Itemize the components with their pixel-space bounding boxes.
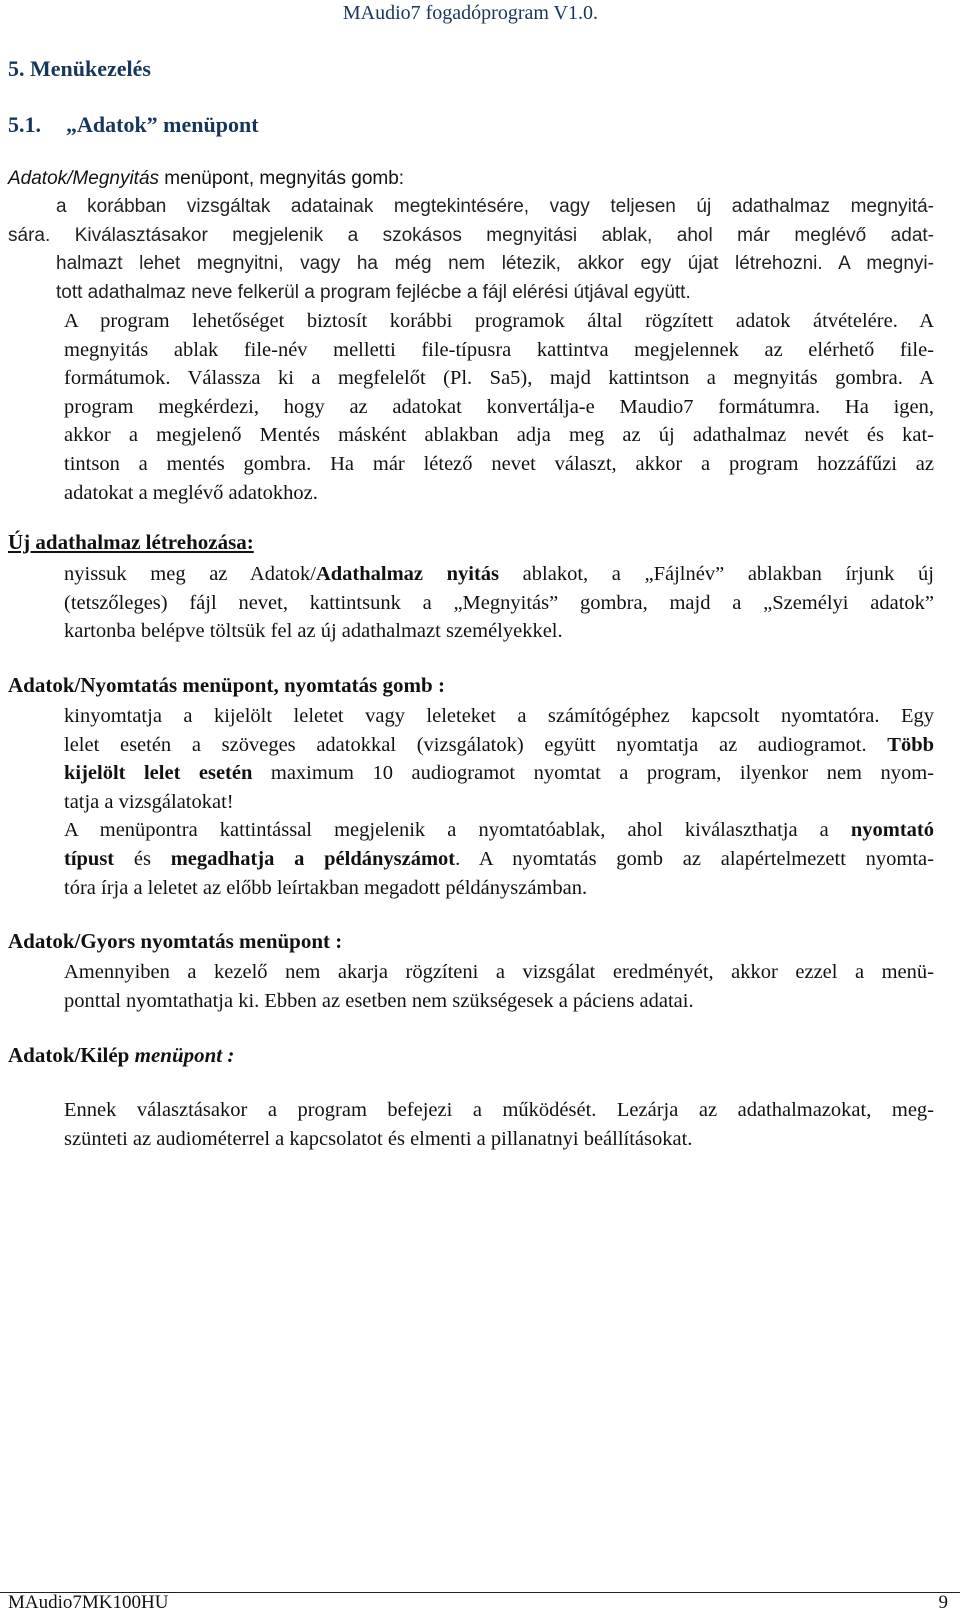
exit-heading: Adatok/Kilép menüpont :	[8, 1043, 235, 1067]
new-dataset-line-3: kartonba belépve töltsük fel az új adathalmazt személyekkel.	[64, 620, 563, 643]
open-p2-line-1: A program lehetőséget biztosít korábbi programok által rögzített adatok átvételére. A	[64, 310, 934, 332]
section-name: „Adatok” menüpont	[66, 112, 259, 137]
section-title	[8, 112, 259, 138]
print-line-4: tatja a vizsgálatokat!	[64, 790, 234, 813]
open-line-3: halmazt lehet megnyitni, vagy ha még nem létezik, akkor egy újat létrehozni. A megnyi-	[56, 253, 934, 275]
footer-document-code: MAudio7MK100HU	[8, 1592, 169, 1613]
print-paragraph	[64, 702, 934, 902]
print-line-6: típust és megadhatja a példányszámot. A nyomtatás gomb az alapértelmezett nyomta-	[64, 847, 934, 870]
print-line-2: lelet esetén a szöveges adatokkal (vizsgálatok) együtt nyomtatja az audiogramot. Több	[64, 733, 934, 756]
open-heading-italic: Adatok/Megnyitás	[8, 168, 160, 189]
print-line-5: A menüpontra kattintással megjelenik a nyomtatóablak, ahol kiválaszthatja a nyomtató	[64, 819, 934, 842]
open-line-2: sára. Kiválasztásakor megjelenik a szokásos megnyitási ablak, ahol már meglévő adat-	[8, 224, 934, 246]
print-line-1: kinyomtatja a kijelölt leletet vagy leleteket a számítógéphez kapcsolt nyomtatóra. Egy	[64, 705, 934, 727]
new-dataset-line-2: (tetszőleges) fájl nevet, kattintsunk a „Megnyitás” gombra, majd a „Személyi adatok”	[64, 591, 934, 614]
open-p2-line-5: akkor a megjelenő Mentés másként ablakban adja meg az új adathalmaz nevét és kat-	[64, 424, 934, 447]
quick-print-line-2: ponttal nyomtathatja ki. Ebben az esetben nem szükségesek a páciens adatai.	[64, 989, 694, 1012]
print-heading: Adatok/Nyomtatás menüpont, nyomtatás gomb :	[8, 673, 445, 697]
open-paragraph-2	[64, 307, 934, 507]
quick-print-line-1: Amennyiben a kezelő nem akarja rögzíteni a vizsgálat eredményét, akkor ezzel a menü-	[64, 961, 934, 983]
open-p2-line-4: program megkérdezi, hogy az adatokat konvertálja-e Maudio7 formátumra. Ha igen,	[64, 395, 934, 418]
exit-line-2: szünteti az audiométerrel a kapcsolatot és elmenti a pillanatnyi beállításokat.	[64, 1127, 693, 1150]
open-p2-line-2: megnyitás ablak file-név melletti file-típusra kattintva megjelennek az elérhető file-	[64, 338, 934, 361]
chapter-title: 5. Menükezelés	[8, 56, 151, 81]
quick-print-paragraph	[64, 958, 934, 1015]
running-header: MAudio7 fogadóprogram V1.0.	[342, 2, 598, 24]
print-line-3: kijelölt lelet esetén maximum 10 audiogramot nyomtat a program, ilyenkor nem nyom-	[64, 762, 934, 785]
open-line-4: tott adathalmaz neve felkerül a program fejlécbe a fájl elérési útjával együtt.	[56, 281, 691, 303]
new-dataset-paragraph	[64, 560, 934, 646]
exit-line-1: Ennek választásakor a program befejezi a működését. Lezárja az adathalmazokat, meg-	[64, 1099, 934, 1121]
quick-print-heading: Adatok/Gyors nyomtatás menüpont :	[8, 929, 343, 953]
open-heading-rest: menüpont, megnyitás gomb:	[159, 168, 405, 189]
new-dataset-heading: Új adathalmaz létrehozása:	[8, 530, 254, 554]
open-paragraph-1	[8, 193, 934, 307]
open-p2-line-6: tintson a mentés gombra. Ha már létező nevet választ, akkor a program hozzáfűzi az	[64, 452, 934, 475]
open-p2-line-3: formátumok. Válassza ki a megfelelőt (Pl. Sa5), majd kattintson a megnyitás gombra. A	[64, 367, 934, 390]
new-dataset-line-1: nyissuk meg az Adatok/Adathalmaz nyitás ablakot, a „Fájlnév” ablakban írjunk új	[64, 563, 934, 585]
print-line-7: tóra írja a leletet az előbb leírtakban megadott példányszámban.	[64, 876, 588, 899]
open-p2-line-7: adatokat a meglévő adatokhoz.	[64, 481, 318, 504]
footer-page-number: 9	[938, 1592, 948, 1613]
exit-paragraph	[64, 1096, 934, 1153]
open-heading	[8, 168, 404, 190]
section-number: 5.1.	[8, 112, 41, 137]
open-line-1: a korábban vizsgáltak adatainak megtekintésére, vagy teljesen új adathalmaz megnyitá-	[56, 196, 934, 217]
